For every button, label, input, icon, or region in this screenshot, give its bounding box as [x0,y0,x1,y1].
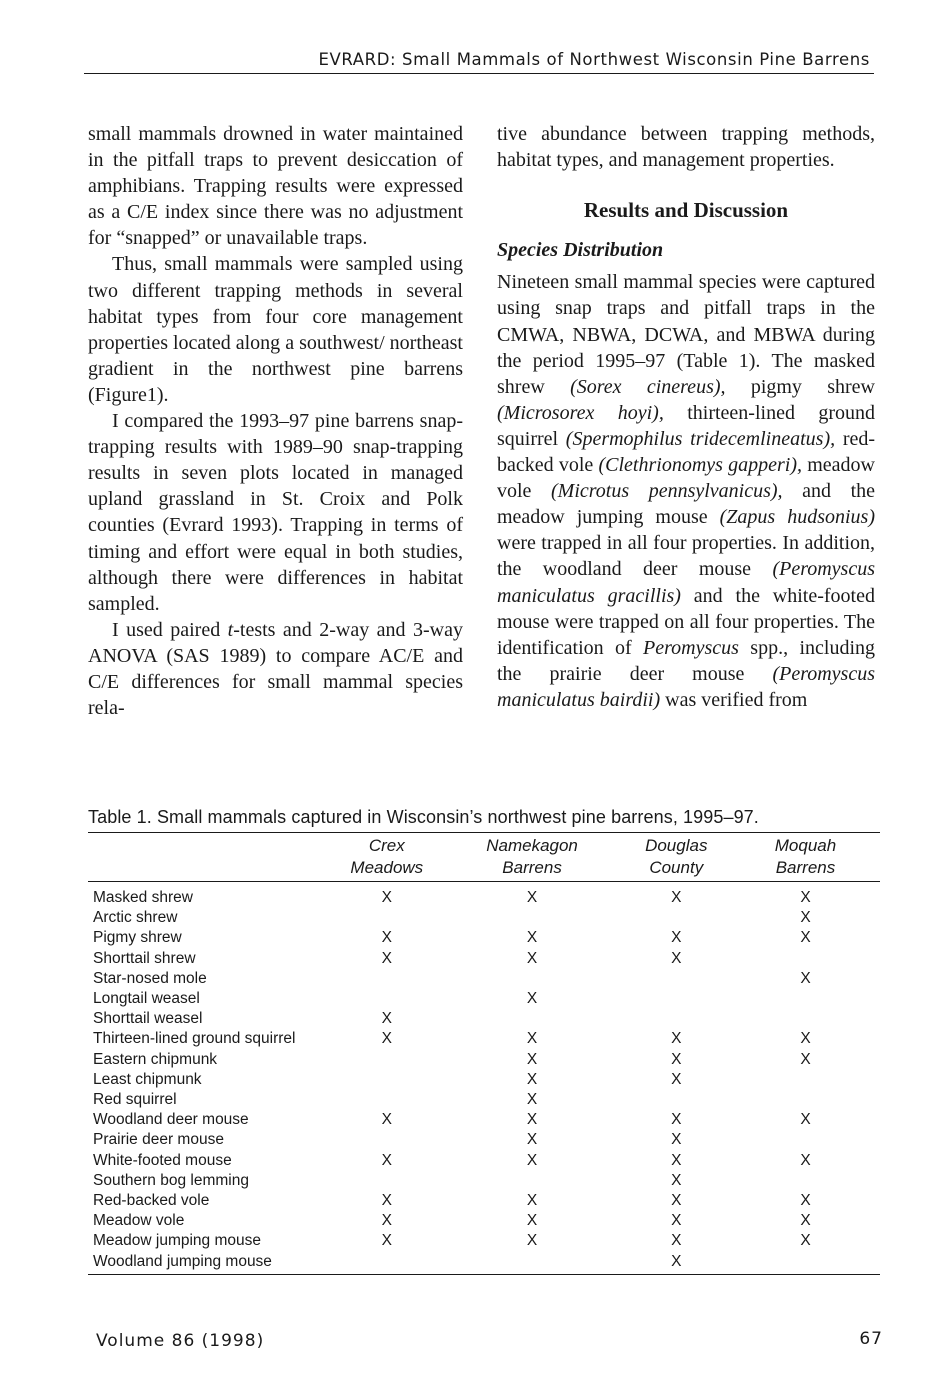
presence-cell [443,969,622,989]
footer-page-number: 67 [859,1329,883,1349]
species-cell: Prairie deer mouse [93,1131,224,1149]
presence-cell: X [526,990,538,1008]
text-span: Nineteen small mammal species were captured using snap traps and pitfall traps in the CMWA, NBWA, DCWA, and MBWA during the period 1995–97 (Table 1). The masked shrew [497,271,875,398]
table-row [88,1110,880,1130]
presence-cell: X [381,929,392,947]
column-header-moquah: Moquah Barrens [731,833,880,882]
paragraph [88,617,463,721]
species-cell: Eastern chipmunk [93,1050,218,1068]
presence-cell [731,1009,880,1029]
presence-cell [731,1090,880,1110]
column-header-douglas: Douglas County [622,833,731,882]
species-cell: Woodland deer mouse [93,1111,249,1129]
text-span: were trapped in all four properties. In addition, the woodland deer mouse [497,532,875,581]
presence-cell [622,1009,731,1029]
presence-cell [331,989,443,1009]
presence-cell: X [526,1151,538,1169]
species-cell: Thirteen-lined ground squirrel [93,1030,296,1048]
text-span: and the white-footed mouse were trapped on all four properties. The identification of [497,584,875,659]
table-row [88,989,880,1009]
presence-cell: X [671,1030,682,1048]
text-span: pigmy shrew [725,375,875,398]
presence-cell: X [671,1151,682,1169]
table-row [88,1029,880,1049]
presence-cell: X [526,1232,538,1250]
table-caption: Table 1. Small mammals captured in Wisconsin’s northwest pine barrens, 1995–97. [88,807,759,827]
text-span: -tests and 2-way and 3-way ANOVA (SAS 1989) to compare AC/E and C/E differences for small mammal species rela- [88,618,463,720]
presence-cell: X [800,1232,811,1250]
presence-cell: X [671,949,682,967]
table-1 [88,805,880,1275]
text-span: and the meadow jumping mouse [497,480,876,529]
species-cell: Least chipmunk [93,1070,202,1088]
presence-cell: X [381,1010,392,1028]
table-header-row [88,833,880,882]
table-row [88,1050,880,1070]
text-span: I used paired [112,618,228,641]
species-cell: Shorttail shrew [93,949,196,967]
species-name: (Sorex cinereus), [570,375,726,398]
subsection-heading: Species Distribution [497,239,664,262]
presence-cell [331,1130,443,1150]
species-cell: Southern bog lemming [93,1171,249,1189]
species-name: (Clethrionomys gapperi), [598,454,803,477]
footer-volume: Volume 86 (1998) [96,1331,265,1351]
presence-cell: X [526,1050,538,1068]
presence-cell: X [671,1050,682,1068]
presence-cell [731,1130,880,1150]
presence-cell: X [526,1212,538,1230]
species-name: (Peromyscus maniculatus gracillis) [497,558,875,607]
left-column [88,121,463,721]
presence-cell: X [800,1030,811,1048]
paragraph [497,269,875,713]
right-column [497,121,875,713]
presence-cell: X [800,969,811,987]
presence-cell: X [381,949,392,967]
presence-cell [622,908,731,928]
presence-cell [443,1171,622,1191]
presence-cell [731,989,880,1009]
species-cell: Red-backed vole [93,1192,210,1210]
species-cell: Pigmy shrew [93,929,182,947]
presence-cell: X [671,929,682,947]
presence-cell: X [381,1030,392,1048]
species-cell: Meadow jumping mouse [93,1232,262,1250]
presence-cell [331,908,443,928]
table-row [88,1090,880,1110]
column-header-namekagon: Namekagon Barrens [443,833,622,882]
presence-cell [443,1009,622,1029]
paragraph: I compared the 1993–97 pine barrens snap-trapping results with 1989–90 snap-trapping results in seven plots located in managed upland grassland in St. Croix and Polk counties (Evrard 1993). Trapping in terms of timing and effort were equal in both studies, although there were differences in habitat sampled. [88,410,463,615]
species-name: (Microtus pennsylvanicus), [551,480,783,503]
presence-cell [731,949,880,969]
presence-cell: X [671,889,682,906]
presence-cell: X [800,1111,811,1129]
species-cell: Masked shrew [93,889,193,906]
presence-cell [622,989,731,1009]
presence-cell: X [526,1070,538,1088]
table-row [88,1130,880,1150]
presence-cell [443,1252,622,1275]
species-cell: Meadow vole [93,1212,185,1230]
table-row [88,1151,880,1171]
table-row [88,1211,880,1231]
species-cell: Red squirrel [93,1091,177,1109]
species-name: Peromyscus [643,636,739,659]
table-header-blank [88,833,331,882]
table-row [88,908,880,928]
text-span: red-backed vole [497,427,876,477]
section-heading: Results and Discussion [583,198,789,223]
presence-cell: X [800,1192,811,1210]
presence-cell: X [381,1111,392,1129]
presence-cell: X [381,1151,392,1169]
presence-cell [731,1252,880,1275]
presence-cell: X [800,929,811,947]
table-body [88,882,880,1275]
table-row [88,969,880,989]
presence-cell [331,969,443,989]
paragraph: tive abundance between trapping methods, habitat types, and management properties. [497,123,875,172]
species-cell: Arctic shrew [93,909,178,927]
table-row [88,1191,880,1211]
presence-cell: X [622,1252,731,1275]
presence-cell: X [381,1232,392,1250]
text-span: meadow vole [497,454,875,503]
table-row [88,928,880,948]
presence-cell [731,1070,880,1090]
column-header-crex: Crex Meadows [331,833,443,882]
species-cell: Woodland jumping mouse [88,1252,331,1275]
text-span: was verified from [660,688,808,711]
presence-cell: X [526,1192,538,1210]
species-cell: Longtail weasel [93,990,200,1008]
presence-cell: X [800,1212,811,1230]
presence-cell: X [526,889,538,906]
species-name: (Zapus hudsonius) [719,506,875,529]
species-cell: Star-nosed mole [93,969,207,987]
table-row [88,1171,880,1191]
species-cell: Shorttail weasel [93,1010,203,1028]
presence-cell [331,1070,443,1090]
presence-cell: X [671,1192,682,1210]
table-row [88,1252,880,1275]
table-row [88,1009,880,1029]
presence-cell [443,908,622,928]
species-table [88,832,880,1275]
presence-cell [622,969,731,989]
species-cell: White-footed mouse [93,1151,232,1169]
presence-cell: X [671,1212,682,1230]
italic-t: t [227,618,234,641]
paragraph: Thus, small mammals were sampled using two different trapping methods in several habitat types from four core management properties located along a southwest/ northeast gradient in the northwest pine barrens (Figure1). [88,253,463,406]
presence-cell: X [381,889,392,906]
presence-cell [331,1171,443,1191]
presence-cell [331,1050,443,1070]
table-row [88,1231,880,1251]
paragraph: small mammals drowned in water maintained in the pitfall traps to prevent desiccation of amphibians. Trapping results were expressed as a C/E index since there was no adjustment for “snapped” or unavailable traps. [88,123,463,250]
species-name: (Peromyscus maniculatus bairdii) [497,662,875,711]
presence-cell: X [526,1111,538,1129]
presence-cell [731,1171,880,1191]
presence-cell: X [671,1232,682,1250]
presence-cell: X [800,1050,811,1068]
text-span: thirteen-lined ground squirrel [497,401,875,450]
text-span: spp., including the prairie deer mouse [497,636,875,685]
presence-cell: X [800,889,811,906]
presence-cell: X [526,929,538,947]
running-head: EVRARD: Small Mammals of Northwest Wisconsin Pine Barrens [84,48,874,74]
table-row [88,1070,880,1090]
presence-cell [331,1090,443,1110]
presence-cell: X [671,1111,682,1129]
presence-cell: X [800,909,811,927]
presence-cell [622,1090,731,1110]
species-name: (Spermophilus tridecemlineatus), [565,427,836,450]
table-row [88,882,880,909]
species-name: (Microsorex hoyi), [497,401,664,424]
presence-cell: X [526,949,538,967]
presence-cell: X [671,1070,682,1088]
table-row [88,949,880,969]
presence-cell [331,1252,443,1275]
presence-cell: X [381,1192,392,1210]
presence-cell: X [381,1212,392,1230]
presence-cell: X [526,1131,538,1149]
presence-cell: X [671,1131,682,1149]
presence-cell: X [526,1091,538,1109]
presence-cell: X [800,1151,811,1169]
presence-cell: X [671,1171,682,1189]
presence-cell: X [526,1030,538,1048]
